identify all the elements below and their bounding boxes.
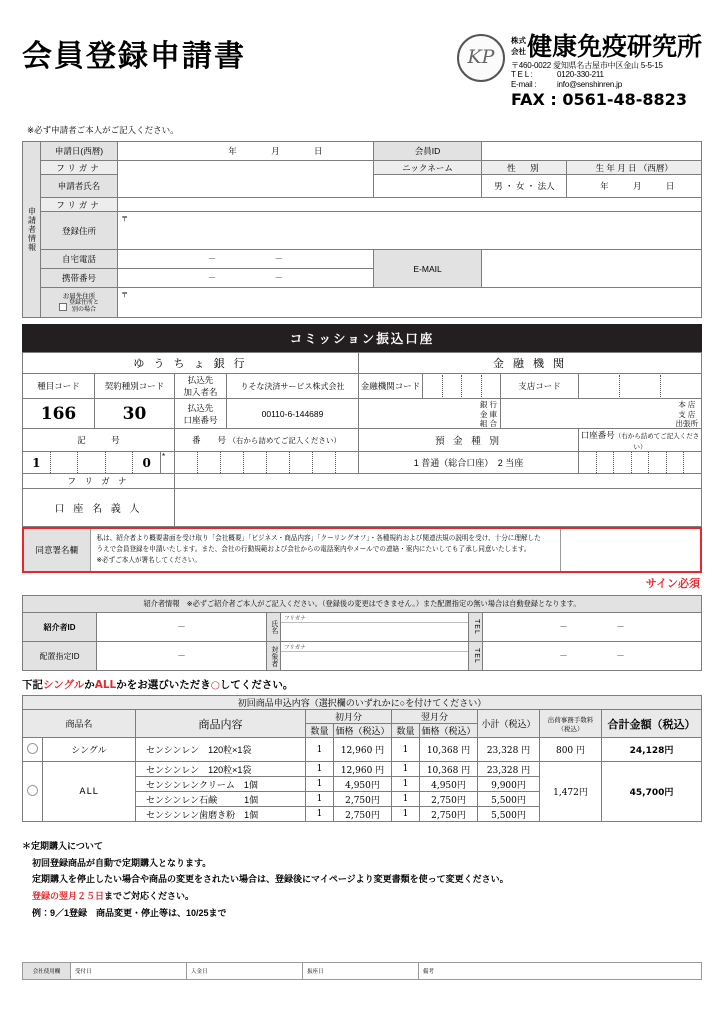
home-tel-dash-1: － <box>207 254 217 265</box>
birth-date-field[interactable] <box>567 175 702 198</box>
consent-signature-field[interactable] <box>560 529 700 571</box>
company-tel <box>511 70 702 79</box>
birth-year-label: 年 <box>600 181 609 192</box>
placement-target-label: 対象者 <box>267 642 281 671</box>
qty-first: 1 <box>306 792 334 807</box>
address-furigana-label: フリガナ <box>40 198 117 212</box>
placement-id-dash: － <box>177 651 186 662</box>
choice-suffix-2: してください。 <box>219 679 294 692</box>
bank-name-field[interactable] <box>359 399 501 429</box>
price-next: 2,750円 <box>420 807 478 822</box>
gender-field[interactable]: 男 ・ 女 ・ 法人 <box>482 175 567 198</box>
price-first: 2,750円 <box>334 792 392 807</box>
price-next: 4,950円 <box>420 777 478 792</box>
consent-text <box>90 529 560 571</box>
subtotal: 5,500円 <box>478 807 540 822</box>
consent-section <box>22 527 702 573</box>
home-tel-dash-2: － <box>274 254 284 265</box>
referrer-tel-field[interactable] <box>483 613 702 642</box>
placement-furigana-label: フリガナ <box>281 643 468 652</box>
tel-label: T E L : <box>510 70 533 80</box>
applicant-name-field[interactable] <box>118 161 374 198</box>
member-id-label: 会員ID <box>373 142 482 161</box>
payee-name-label: 払込先 加入者名 <box>175 374 227 399</box>
notes-line-4: 例：9／1登録 商品変更・停止等は、10/25まで <box>32 907 227 918</box>
product-content: センシンレン 120粒×1袋 <box>136 738 306 762</box>
col-first-month: 初月分 <box>306 710 392 724</box>
referrer-id-dash: － <box>177 622 186 633</box>
mobile-dash-2: － <box>274 273 284 284</box>
col-product-content: 商品内容 <box>136 710 306 738</box>
branch-name-field[interactable] <box>501 399 702 429</box>
price-next: 2,750円 <box>420 792 478 807</box>
remarks-field[interactable]: 備考 <box>419 963 702 980</box>
payee-account-label: 払込先 口座番号 <box>175 399 227 429</box>
branch-code-label: 支店コード <box>501 374 579 399</box>
account-holder-label: 口 座 名 義 人 <box>23 489 175 527</box>
birth-month-label: 月 <box>632 181 642 192</box>
branch-kind-office: 出張所 <box>675 418 698 428</box>
referrer-id-label: 紹介者ID <box>23 613 97 642</box>
bangou-label-cell <box>175 429 359 452</box>
seal-monogram: KP <box>467 46 495 68</box>
col-qty-first: 数量 <box>306 724 334 738</box>
payee-company-name: りそな決済サービス株式会社 <box>227 374 359 399</box>
referrer-id-field[interactable] <box>97 613 267 642</box>
account-holder-field[interactable] <box>175 489 702 527</box>
referrer-name-field[interactable] <box>281 613 469 642</box>
account-number-label-cell <box>579 429 702 452</box>
price-first: 12,960 円 <box>334 738 392 762</box>
referrer-table <box>22 595 702 671</box>
applicant-info-table <box>22 141 702 318</box>
notes-line-2: 定期購入を停止したい場合や商品の変更をされたい場合は、登録後にマイページより変更書類を使って変更ください。 <box>32 874 509 885</box>
col-next-month: 翌月分 <box>392 710 478 724</box>
shipping-sub-label-1: 登録住所と <box>68 300 99 307</box>
qty-next: 1 <box>392 792 420 807</box>
nickname-field[interactable] <box>373 175 482 198</box>
qty-next: 1 <box>392 807 420 822</box>
bank-kind-bank: 銀 行 <box>479 400 497 410</box>
col-total-amount: 合計金額（税込） <box>602 710 702 738</box>
plan-radio-all[interactable] <box>23 762 43 822</box>
shipping-fee-single: 800 円 <box>540 738 602 762</box>
shipping-address-label-cell <box>40 288 117 318</box>
price-first: 4,950円 <box>334 777 392 792</box>
mobile-field[interactable] <box>118 269 374 288</box>
plan-choice-instruction <box>22 677 702 692</box>
mobile-dash-1: － <box>207 273 217 284</box>
choice-suffix-1: かをお選びいただき <box>116 679 211 692</box>
col-subtotal: 小計（税込） <box>478 710 540 738</box>
home-tel-label: 自宅電話 <box>40 250 117 269</box>
total-all: 45,700円 <box>602 762 702 822</box>
subtotal: 23,328 円 <box>478 738 540 762</box>
company-name: 健康免疫研究所 <box>526 32 702 61</box>
nickname-label: ニックネーム <box>373 161 482 175</box>
registered-address-label: 登録住所 <box>40 212 117 250</box>
price-table-caption: 初回商品申込内容（選択欄のいずれかに○を付けてください） <box>23 696 702 710</box>
branch-kind-branch: 支 店 <box>678 409 696 419</box>
table-row[interactable] <box>23 738 702 762</box>
holder-furigana-field[interactable] <box>175 474 702 489</box>
birth-day-label: 日 <box>665 181 675 192</box>
col-product-name: 商品名 <box>23 710 136 738</box>
office-use-label: 会社使用欄 <box>23 963 71 980</box>
applicant-side-label: 申請者情報 <box>23 142 41 318</box>
qty-first: 1 <box>306 807 334 822</box>
bank-kind-kumiai: 組 合 <box>479 418 497 428</box>
price-first: 2,750円 <box>334 807 392 822</box>
gender-label: 性 別 <box>482 161 567 175</box>
registered-address-field[interactable] <box>118 212 702 250</box>
transfer-date-field[interactable]: 振座日 <box>303 963 419 980</box>
placement-tel-label: TEL <box>469 642 483 671</box>
subtotal: 9,900円 <box>478 777 540 792</box>
notes-title: ＊定期購入について <box>22 841 103 852</box>
qty-first: 1 <box>306 738 334 762</box>
contract-code-value: 30 <box>95 399 175 429</box>
table-row[interactable] <box>23 762 702 777</box>
email-value: info@senshinren.jp <box>556 79 622 89</box>
apply-date-label: 申請日(西暦) <box>40 142 117 161</box>
company-block <box>457 34 702 110</box>
subscription-notes <box>22 838 702 921</box>
product-content: センシンレン歯磨き粉 1個 <box>136 807 306 822</box>
bank-code-label: 金融機関コード <box>359 374 423 399</box>
shipping-sub-label-2: 別の場合 <box>71 307 96 314</box>
contract-code-label: 契約種別コード <box>95 374 175 399</box>
plan-name-all: ALL <box>43 762 136 822</box>
email-label: E-MAIL <box>373 250 482 288</box>
referrer-name-furigana-label: フリガナ <box>281 614 468 623</box>
qty-first: 1 <box>306 762 334 777</box>
plan-name-single: シングル <box>43 738 136 762</box>
col-price-first: 価格（税込） <box>334 724 392 738</box>
shipping-address-checkbox[interactable] <box>59 303 67 311</box>
account-number-label: 口座番号 <box>580 430 615 441</box>
product-content: センシンレンクリーム 1個 <box>136 777 306 792</box>
product-content: センシンレン 120粒×1袋 <box>136 762 306 777</box>
mobile-label: 携帯番号 <box>40 269 117 288</box>
subtotal: 23,328 円 <box>478 762 540 777</box>
postal-mark-icon: 〒 <box>121 216 129 224</box>
bank-code-field[interactable] <box>423 374 501 399</box>
subtotal: 5,500円 <box>478 792 540 807</box>
consent-line-3: ※必ずご本人が署名してください。 <box>96 556 201 564</box>
referrer-name-label: 氏名 <box>267 613 281 642</box>
choice-circle: ○ <box>210 679 220 692</box>
deposit-type-options[interactable]: 1 普通（総合口座） 2 当座 <box>359 452 579 474</box>
commission-account-table <box>22 352 702 527</box>
address-furigana-field[interactable] <box>118 198 702 212</box>
consent-line-1: 私は、紹介者より概要書面を受け取り「会社概要」「ビジネス・商品内容」「クーリングオフ」・各種規約および関連法規の説明を受け、十分に理解した <box>96 535 541 543</box>
home-tel-field[interactable] <box>118 250 374 269</box>
year-label: 年 <box>228 146 237 157</box>
member-id-field[interactable] <box>482 142 702 161</box>
birth-date-label: 生 年 月 日 （西暦） <box>567 161 702 175</box>
email-label: E-mail : <box>510 79 537 89</box>
qty-next: 1 <box>392 738 420 762</box>
referrer-tel-dash-1: － <box>559 622 568 633</box>
consent-label: 同意署名欄 <box>24 529 90 571</box>
choice-all: ALL <box>94 679 117 692</box>
form-instruction-note: ※必ず申請者ご本人がご記入ください。 <box>27 125 179 136</box>
financial-institution-title: 金 融 機 関 <box>359 353 702 374</box>
commission-section-title: コミッション振込口座 <box>22 324 702 352</box>
product-price-table <box>22 695 702 822</box>
bank-kind-kinko: 金 庫 <box>479 409 497 419</box>
choice-prefix: 下記 <box>22 679 43 692</box>
qty-next: 1 <box>392 762 420 777</box>
kigou-label: 記 号 <box>23 429 175 452</box>
company-seal-icon <box>457 34 505 82</box>
shipping-address-label: お届先住所 <box>62 293 96 301</box>
signature-required-note: サイン必須 <box>645 578 700 591</box>
product-content: センシンレン石鹸 1個 <box>136 792 306 807</box>
referrer-tel-dash-2: － <box>616 622 625 633</box>
account-number-field[interactable] <box>579 452 702 474</box>
qty-first: 1 <box>306 777 334 792</box>
notes-deadline-highlight: 登録の翌月２５日 <box>32 891 105 902</box>
col-price-next: 価格（税込） <box>420 724 478 738</box>
payee-account-value: 00110-6-144689 <box>227 399 359 429</box>
shipping-address-field[interactable] <box>118 288 702 318</box>
qty-next: 1 <box>392 777 420 792</box>
col-shipping-fee: 出荷事務手数料 （税込） <box>540 710 602 738</box>
tel-value: 0120-330-211 <box>556 70 604 80</box>
bangou-label: 番 号 <box>192 435 227 446</box>
notes-line-1: 初回登録商品が自動で定期購入となります。 <box>32 857 212 868</box>
yucho-bank-title: ゆ う ち ょ 銀 行 <box>23 353 359 374</box>
day-label: 日 <box>314 146 323 157</box>
notes-deadline-rest: までご対応ください。 <box>104 891 195 902</box>
price-first: 12,960 円 <box>334 762 392 777</box>
shipping-postal-mark-icon: 〒 <box>121 292 129 300</box>
bangou-note: （右から詰めてご記入ください） <box>228 436 341 446</box>
col-qty-next: 数量 <box>392 724 420 738</box>
placement-tel-field[interactable] <box>483 642 702 671</box>
branch-kind-head: 本 店 <box>678 400 696 410</box>
account-number-note: （右から詰めてご記入ください） <box>614 433 700 452</box>
bangou-field[interactable] <box>175 452 359 474</box>
placement-tel-dash-1: － <box>559 651 568 662</box>
shipping-fee-all: 1,472円 <box>540 762 602 822</box>
placement-id-label: 配置指定ID <box>23 642 97 671</box>
total-single: 24,128円 <box>602 738 702 762</box>
placement-target-field[interactable] <box>281 642 469 671</box>
kigou-field[interactable] <box>23 452 175 474</box>
choice-mid: か <box>84 679 95 692</box>
received-date-field[interactable]: 受付日 <box>71 963 187 980</box>
company-type-line1: 株式 <box>510 36 526 46</box>
branch-code-field[interactable] <box>579 374 702 399</box>
apply-date-field[interactable] <box>118 142 374 161</box>
company-type-line2: 会社 <box>510 47 526 57</box>
kigou-digit-1: 1 <box>32 455 41 470</box>
company-fax: FAX : 0561-48-8823 <box>510 90 687 110</box>
price-next: 10,368 円 <box>420 738 478 762</box>
holder-furigana-label: フ リ ガ ナ <box>23 474 175 489</box>
choice-single: シングル <box>43 679 85 692</box>
placement-id-field[interactable] <box>97 642 267 671</box>
kigou-digit-5: 0 <box>132 452 160 473</box>
applicant-name-label: 申請者氏名 <box>40 175 117 198</box>
referrer-tel-label: TEL <box>469 613 483 642</box>
kigou-star: * <box>160 452 174 473</box>
type-code-label: 種目コード <box>23 374 95 399</box>
placement-tel-dash-2: － <box>616 651 625 662</box>
email-field[interactable] <box>482 250 702 288</box>
name-furigana-label: フリガナ <box>40 161 117 175</box>
office-use-section <box>22 962 702 980</box>
price-next: 10,368 円 <box>420 762 478 777</box>
company-email <box>511 80 702 89</box>
type-code-value: 166 <box>23 399 95 429</box>
document-header <box>22 0 702 110</box>
month-label: 月 <box>271 146 280 157</box>
payment-date-field[interactable]: 入金日 <box>187 963 303 980</box>
page-title: 会員登録申請書 <box>22 39 246 74</box>
notes-line-3 <box>22 888 702 905</box>
company-address: 〒460-0022 愛知県名古屋市中区金山 5-5-15 <box>510 61 663 70</box>
referrer-section-header: 紹介者情報 ※必ずご紹介者ご本人がご記入ください。（登録後の変更はできません。）また配置指定の無い場合は自動登録となります。 <box>23 596 702 613</box>
deposit-type-label: 預 金 種 別 <box>359 429 579 452</box>
consent-line-2: うえで会員登録を申請いたします。また、会社の行動規範および会社からの電話案内やメールでの連絡・案内にたいしても了承し同意いたします。 <box>96 545 531 553</box>
plan-radio-single[interactable] <box>23 738 43 762</box>
